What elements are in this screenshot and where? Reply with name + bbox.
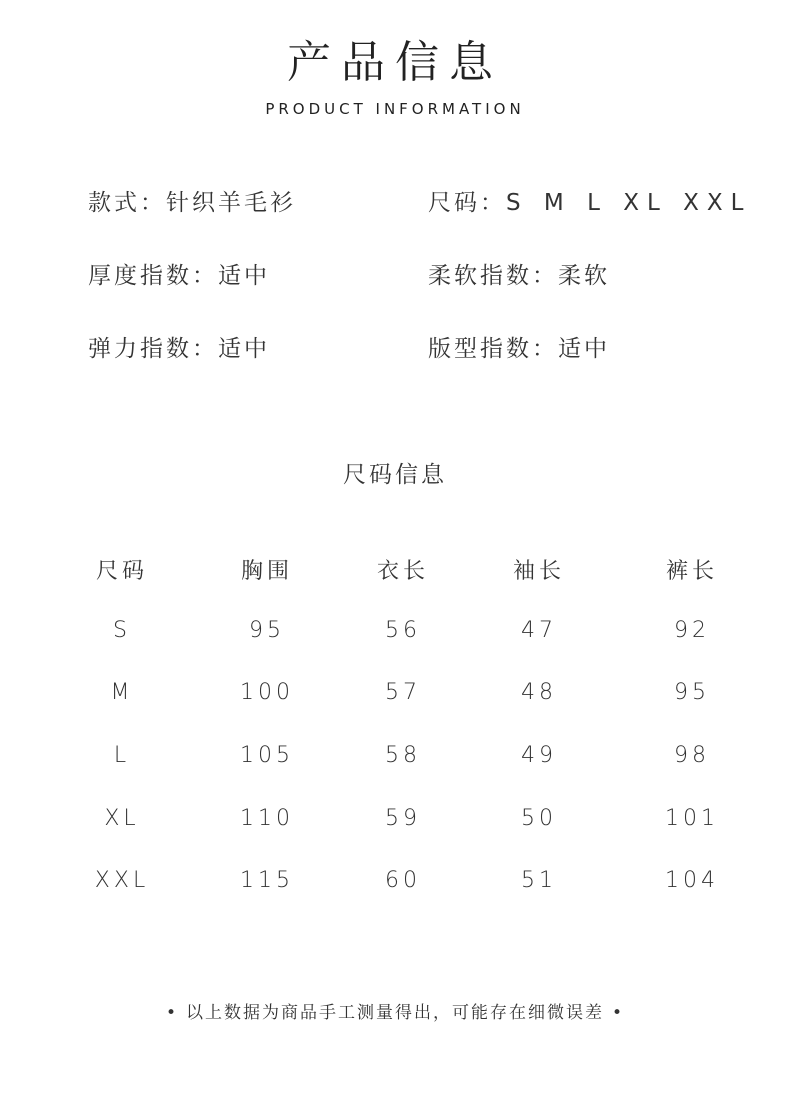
table-cell-pants: 95 <box>674 680 710 705</box>
table-header-chest: 胸围 <box>240 559 293 584</box>
table-cell-chest: 115 <box>240 868 294 893</box>
table-cell-pants: 104 <box>665 868 719 893</box>
info-softness-label: 柔软指数： <box>428 263 558 289</box>
info-elasticity <box>88 330 270 363</box>
table-cell-chest: 110 <box>240 806 294 831</box>
table-cell-chest: 100 <box>240 680 294 705</box>
info-fit-label: 版型指数： <box>428 336 558 362</box>
table-cell-sleeve: 51 <box>521 868 557 893</box>
bullet-left: • <box>165 1003 178 1023</box>
table-header-sleeve: 袖长 <box>512 559 565 584</box>
table-header-length: 衣长 <box>376 559 429 584</box>
info-size-value: S M L XL XXL <box>506 190 752 216</box>
table-cell-pants: 98 <box>674 743 710 768</box>
info-fit-value: 适中 <box>558 336 610 362</box>
table-cell-length: 57 <box>385 680 421 705</box>
table-header-size: 尺码 <box>95 559 148 584</box>
info-elasticity-label: 弹力指数： <box>88 336 218 362</box>
table-cell-chest: 95 <box>249 618 285 643</box>
table-cell-sleeve: 49 <box>521 743 557 768</box>
measurement-note <box>0 998 790 1023</box>
info-fit <box>428 330 610 363</box>
table-cell-pants: 101 <box>665 806 719 831</box>
table-cell-pants: 92 <box>674 618 710 643</box>
info-style <box>88 184 296 217</box>
table-cell-size: S <box>113 618 131 643</box>
table-cell-length: 60 <box>385 868 421 893</box>
info-softness-value: 柔软 <box>558 263 610 289</box>
info-elasticity-value: 适中 <box>218 336 270 362</box>
table-cell-sleeve: 48 <box>521 680 557 705</box>
table-cell-size: M <box>110 680 134 705</box>
info-style-value: 针织羊毛衫 <box>166 190 296 216</box>
info-thickness-label: 厚度指数： <box>88 263 218 289</box>
table-cell-length: 59 <box>385 806 421 831</box>
info-thickness <box>88 257 270 290</box>
table-header-pants: 裤长 <box>665 559 718 584</box>
info-size <box>428 184 751 217</box>
info-softness <box>428 257 610 290</box>
info-thickness-value: 适中 <box>218 263 270 289</box>
table-cell-sleeve: 47 <box>521 618 557 643</box>
table-cell-length: 56 <box>385 618 421 643</box>
bullet-right: • <box>612 1003 625 1023</box>
info-size-label: 尺码： <box>428 190 506 216</box>
table-cell-sleeve: 50 <box>521 806 557 831</box>
info-style-label: 款式： <box>88 190 166 216</box>
size-table-title: 尺码信息 <box>343 462 447 488</box>
table-cell-chest: 105 <box>240 743 294 768</box>
table-cell-size: L <box>113 743 131 768</box>
page-subtitle: PRODUCT INFORMATION <box>265 100 525 118</box>
table-cell-size: XXL <box>94 868 150 893</box>
table-cell-size: XL <box>104 806 140 831</box>
measurement-note-text: 以上数据为商品手工测量得出，可能存在细微误差 <box>186 1003 604 1023</box>
table-cell-length: 58 <box>385 743 421 768</box>
page-title: 产品信息 <box>287 37 503 88</box>
